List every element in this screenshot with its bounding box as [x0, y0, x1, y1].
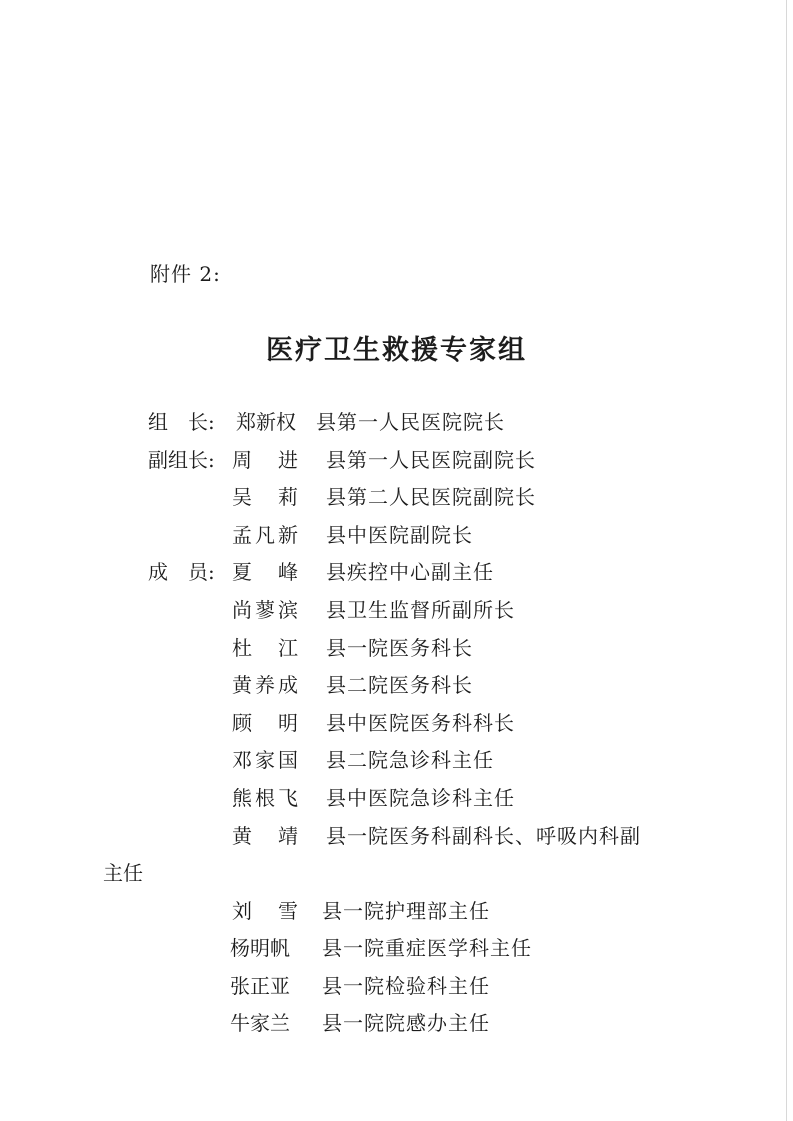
member-position: 县一院院感办主任: [322, 1011, 490, 1035]
leader-row: [0, 407, 793, 437]
member-row: [0, 1008, 793, 1038]
member-row: [0, 821, 793, 851]
member-name: 黄养成: [232, 673, 298, 697]
position-continuation: 主任: [103, 861, 143, 885]
member-name: 吴 莉: [232, 485, 298, 509]
member-name: 夏 峰: [232, 560, 298, 584]
member-name: 周 进: [232, 448, 298, 472]
member-row: [0, 633, 793, 663]
member-position: 县一院医务科副科长、呼吸内科副: [326, 824, 641, 848]
member-position: 县一院检验科主任: [322, 974, 490, 998]
member-position: 县一院护理部主任: [322, 899, 490, 923]
deputy-row: [0, 445, 793, 475]
member-position: 县卫生监督所副所长: [326, 598, 515, 622]
member-row: [0, 745, 793, 775]
document-title: 医疗卫生救援专家组: [266, 335, 527, 366]
member-name: 刘 雪: [232, 899, 298, 923]
member-position: 县一院重症医学科主任: [322, 936, 532, 960]
member-position: 县疾控中心副主任: [326, 560, 494, 584]
member-row: [0, 933, 793, 963]
member-name: 邓家国: [232, 748, 298, 772]
member-name: 熊根飞: [232, 786, 298, 810]
member-row: [0, 783, 793, 813]
member-row: [0, 896, 793, 926]
member-position: 县中医院急诊科主任: [326, 786, 515, 810]
member-name: 杨明帆: [230, 936, 290, 960]
member-name: 孟凡新: [232, 523, 298, 547]
member-position: 县中医院医务科科长: [326, 711, 515, 735]
member-position: 县第一人民医院院长: [316, 410, 505, 434]
deputy-row: [0, 520, 793, 550]
member-name: 顾 明: [232, 711, 298, 735]
member-position: 县第一人民医院副院长: [326, 448, 536, 472]
member-name: 黄 靖: [232, 824, 298, 848]
role-label-deputy: 副组长:: [148, 448, 215, 472]
member-position: 县第二人民医院副院长: [326, 485, 536, 509]
role-label-members: 成 员:: [148, 560, 215, 584]
member-name: 尚蓼滨: [232, 598, 298, 622]
member-row: [0, 670, 793, 700]
member-position: 县二院医务科长: [326, 673, 473, 697]
member-row: [0, 971, 793, 1001]
role-label-leader: 组 长:: [148, 410, 215, 434]
member-name: 郑新权: [236, 410, 296, 434]
member-position: 县二院急诊科主任: [326, 748, 494, 772]
member-position: 县中医院副院长: [326, 523, 473, 547]
member-position: 县一院医务科长: [326, 636, 473, 660]
member-name: 张正亚: [230, 974, 290, 998]
attachment-label: 附件 2:: [150, 262, 221, 286]
member-row: [0, 595, 793, 625]
member-row: [0, 708, 793, 738]
member-name: 杜 江: [232, 636, 298, 660]
deputy-row: [0, 482, 793, 512]
member-name: 牛家兰: [230, 1011, 290, 1035]
member-row: [0, 557, 793, 587]
